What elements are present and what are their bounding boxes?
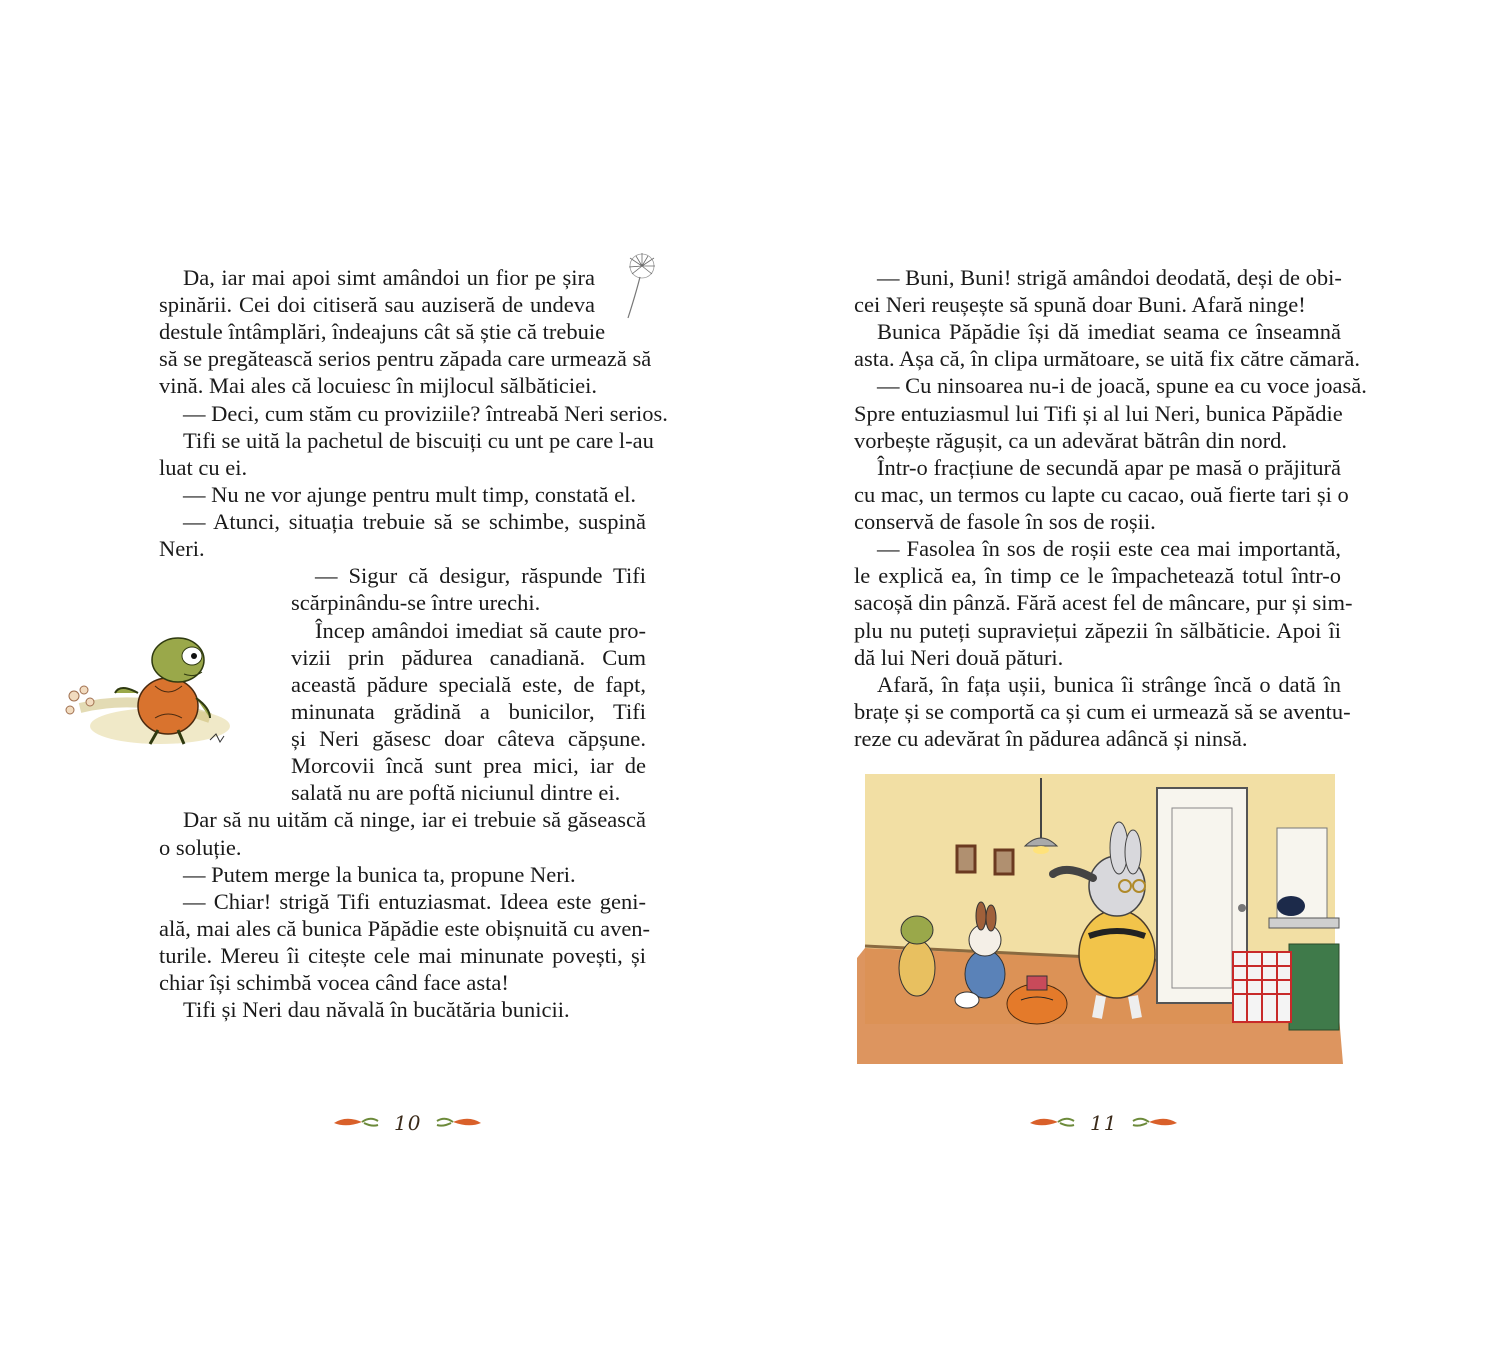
text-line: să se pregătească serios pentru zăpada care urmează să: [159, 346, 652, 371]
carrot-ornament-icon: [332, 1113, 382, 1133]
text-line: chiar își schimbă vocea când face asta!: [159, 970, 509, 995]
text-line: cu mac, un termos cu lapte cu cacao, ouă fierte tari și o: [854, 482, 1349, 507]
text-line: asta. Așa că, în clipa următoare, se uită fix către cămară.: [854, 346, 1360, 371]
text-line: Neri.: [159, 536, 205, 561]
page-number-11: 11: [1090, 1111, 1118, 1135]
text-line: dă lui Neri două pături.: [854, 645, 1064, 670]
kitchen-scene-illustration: [857, 768, 1343, 1064]
text-line: Tifi și Neri dau năvală în bucătăria bunicii.: [183, 997, 570, 1022]
text-line: Da, iar mai apoi simt amândoi un fior pe șira: [183, 265, 595, 290]
text-line: Bunica Păpădie își dă imediat seama ce înseamnă: [877, 319, 1341, 344]
text-line: — Putem merge la bunica ta, propune Neri.: [183, 862, 576, 887]
carrot-ornament-icon: [1129, 1113, 1179, 1133]
text-line: turile. Mereu îi citește cele mai minunate povești, și: [159, 943, 646, 968]
left-page-number: [332, 1108, 483, 1138]
right-page-number: [1028, 1108, 1179, 1138]
text-line: o soluție.: [159, 835, 242, 860]
text-line: Dar să nu uităm că ninge, iar ei trebuie să găsească: [183, 807, 646, 832]
text-line: destule întâmplări, îndeajuns cât să știe că trebuie: [159, 319, 606, 344]
text-line: conservă de fasole în sos de roșii.: [854, 509, 1156, 534]
text-line: vină. Mai ales că locuiesc în mijlocul sălbăticiei.: [159, 373, 597, 398]
text-line: — Buni, Buni! strigă amândoi deodată, deși de obi-: [877, 265, 1342, 290]
text-line: scărpinându-se între urechi.: [291, 590, 541, 615]
text-line: — Nu ne vor ajunge pentru mult timp, constată el.: [183, 482, 637, 507]
dandelion-icon: [612, 248, 672, 322]
text-line: — Deci, cum stăm cu proviziile? întreabă Neri serios.: [183, 401, 668, 426]
turtle-walking-illustration: [60, 598, 275, 756]
text-line: plu nu puteți supraviețui zăpezii în sălbăticie. Apoi îi: [854, 618, 1341, 643]
text-line: minunata grădină a bunicilor, Tifi: [291, 699, 646, 724]
text-line: salată nu are poftă niciunul dintre ei.: [291, 780, 621, 805]
text-line: Într-o fracțiune de secundă apar pe masă o prăjitură: [877, 455, 1341, 480]
text-line: sacoșă din pânză. Fără acest fel de mâncare, pur și sim-: [854, 590, 1353, 615]
text-line: Încep amândoi imediat să caute pro-: [315, 618, 646, 643]
text-line: vorbește răgușit, ca un adevărat bătrân din nord.: [854, 428, 1287, 453]
text-line: — Atunci, situația trebuie să se schimbe, suspină: [183, 509, 646, 534]
text-line: cei Neri reușește să spună doar Buni. Afară ninge!: [854, 292, 1306, 317]
text-line: brațe și se comportă ca și cum ei urmează să se aventu-: [854, 699, 1351, 724]
text-line: și Neri găsesc doar câteva căpșune.: [291, 726, 646, 751]
text-line: Spre entuziasmul lui Tifi și al lui Neri, bunica Păpădie: [854, 401, 1343, 426]
text-line: le explică ea, în timp ce le împachetează totul într-o: [854, 563, 1341, 588]
text-line: această pădure specială este, de fapt,: [291, 672, 646, 697]
carrot-ornament-icon: [1028, 1113, 1078, 1133]
carrot-ornament-icon: [433, 1113, 483, 1133]
text-line: ală, mai ales că bunica Păpădie este obișnuită cu aven-: [159, 916, 651, 941]
text-line: — Chiar! strigă Tifi entuziasmat. Ideea este geni-: [183, 889, 646, 914]
text-line: Tifi se uită la pachetul de biscuiți cu unt pe care l-au: [183, 428, 654, 453]
text-line: Afară, în fața ușii, bunica îi strânge încă o dată în: [877, 672, 1341, 697]
text-line: — Fasolea în sos de roșii este cea mai importantă,: [877, 536, 1341, 561]
text-line: reze cu adevărat în pădurea adâncă și ninsă.: [854, 726, 1248, 751]
text-line: — Sigur că desigur, răspunde Tifi: [315, 563, 646, 588]
text-line: — Cu ninsoarea nu-i de joacă, spune ea cu voce joasă.: [877, 373, 1367, 398]
text-line: luat cu ei.: [159, 455, 248, 480]
text-line: Morcovii încă sunt prea mici, iar de: [291, 753, 646, 778]
text-line: spinării. Cei doi citiseră sau auziseră de undeva: [159, 292, 595, 317]
text-line: vizii prin pădurea canadiană. Cum: [291, 645, 646, 670]
page-number-10: 10: [394, 1111, 422, 1135]
